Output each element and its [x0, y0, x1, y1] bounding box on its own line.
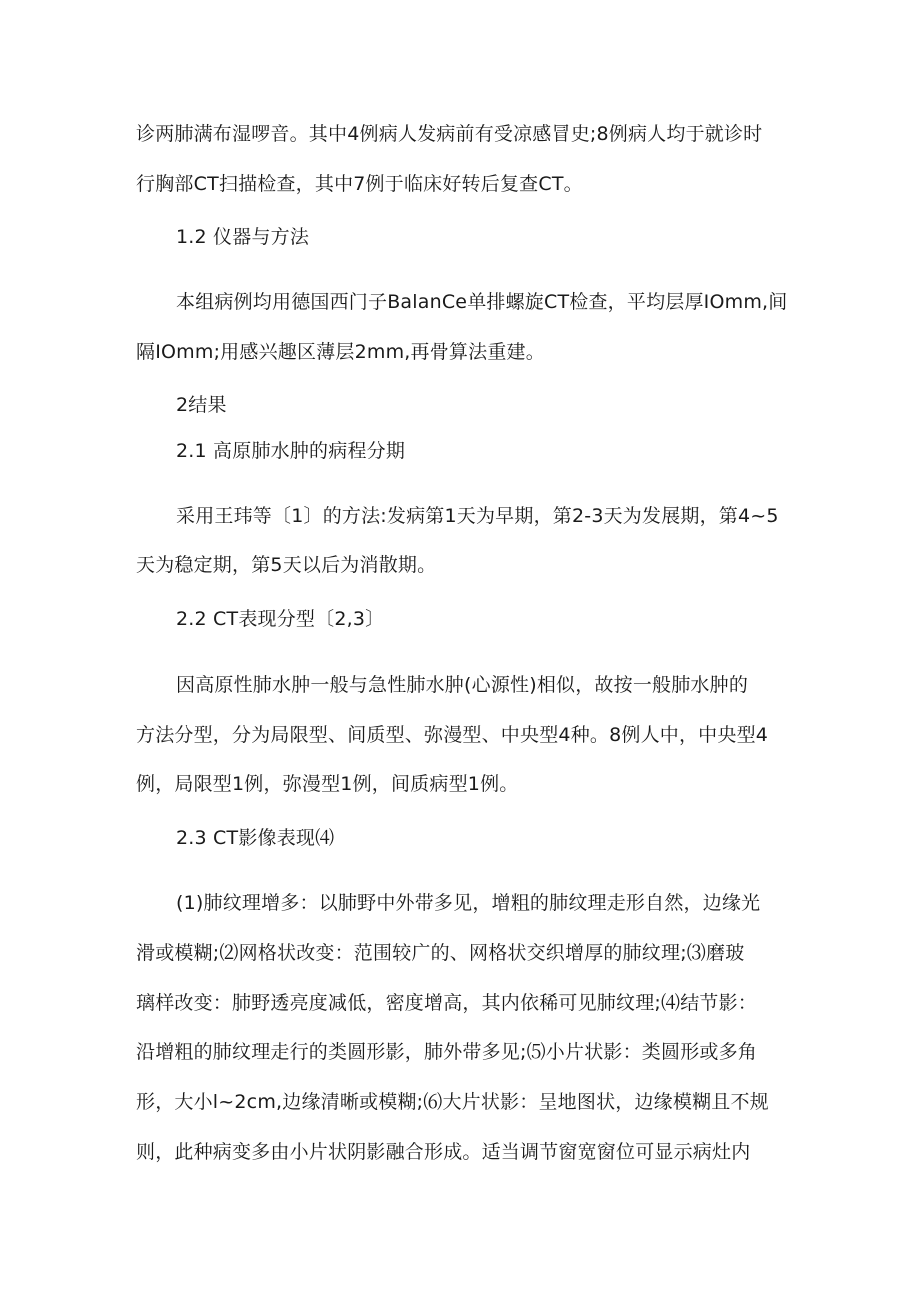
- paragraph-line: 本组病例均用德国西门子BalanCe单排螺旋CT检查，平均层厚IOmm,间: [176, 291, 788, 313]
- paragraph-line: 例，局限型1例，弥漫型1例，间质病型1例。: [136, 773, 519, 795]
- paragraph-line: 采用王玮等〔1〕的方法:发病第1天为早期，第2-3天为发展期，第4~5: [176, 505, 779, 527]
- paragraph-line: 则，此种病变多由小片状阴影融合形成。适当调节窗宽窗位可显示病灶内: [136, 1141, 751, 1163]
- section-heading-2-2: 2.2 CT表现分型〔2,3〕: [176, 608, 385, 630]
- section-heading-2-1: 2.1 高原肺水肿的病程分期: [176, 440, 406, 462]
- paragraph-line: 隔IOmm;用感兴趣区薄层2mm,再骨算法重建。: [136, 341, 545, 363]
- paragraph-line: (1)肺纹理增多：以肺野中外带多见，增粗的肺纹理走形自然，边缘光: [176, 892, 761, 914]
- paragraph-line: 沿增粗的肺纹理走行的类圆形影，肺外带多见;⑸小片状影：类圆形或多角: [136, 1041, 758, 1063]
- section-heading-2: 2结果: [176, 394, 227, 416]
- paragraph-line: 行胸部CT扫描检查，其中7例于临床好转后复查CT。: [136, 173, 583, 195]
- paragraph-line: 方法分型，分为局限型、间质型、弥漫型、中央型4种。8例人中，中央型4: [136, 724, 769, 746]
- paragraph-line: 因高原性肺水肿一般与急性肺水肿(心源性)相似，故按一般肺水肿的: [176, 674, 749, 696]
- paragraph-line: 璃样改变：肺野透亮度减低，密度增高，其内依稀可见肺纹理;⑷结节影：: [136, 992, 758, 1014]
- paragraph-line: 天为稳定期，第5天以后为消散期。: [136, 554, 437, 576]
- section-heading-1-2: 1.2 仪器与方法: [176, 226, 310, 248]
- paragraph-line: 形，大小l~2cm,边缘清晰或模糊;⑹大片状影：呈地图状，边缘模糊且不规: [136, 1091, 769, 1113]
- paragraph-line: 诊两肺满布湿啰音。其中4例病人发病前有受凉感冒史;8例病人均于就诊时: [136, 123, 763, 145]
- paragraph-line: 滑或模糊;⑵网格状改变：范围较广的、网格状交织增厚的肺纹理;⑶磨玻: [136, 942, 745, 964]
- section-heading-2-3: 2.3 CT影像表现⑷: [176, 827, 335, 849]
